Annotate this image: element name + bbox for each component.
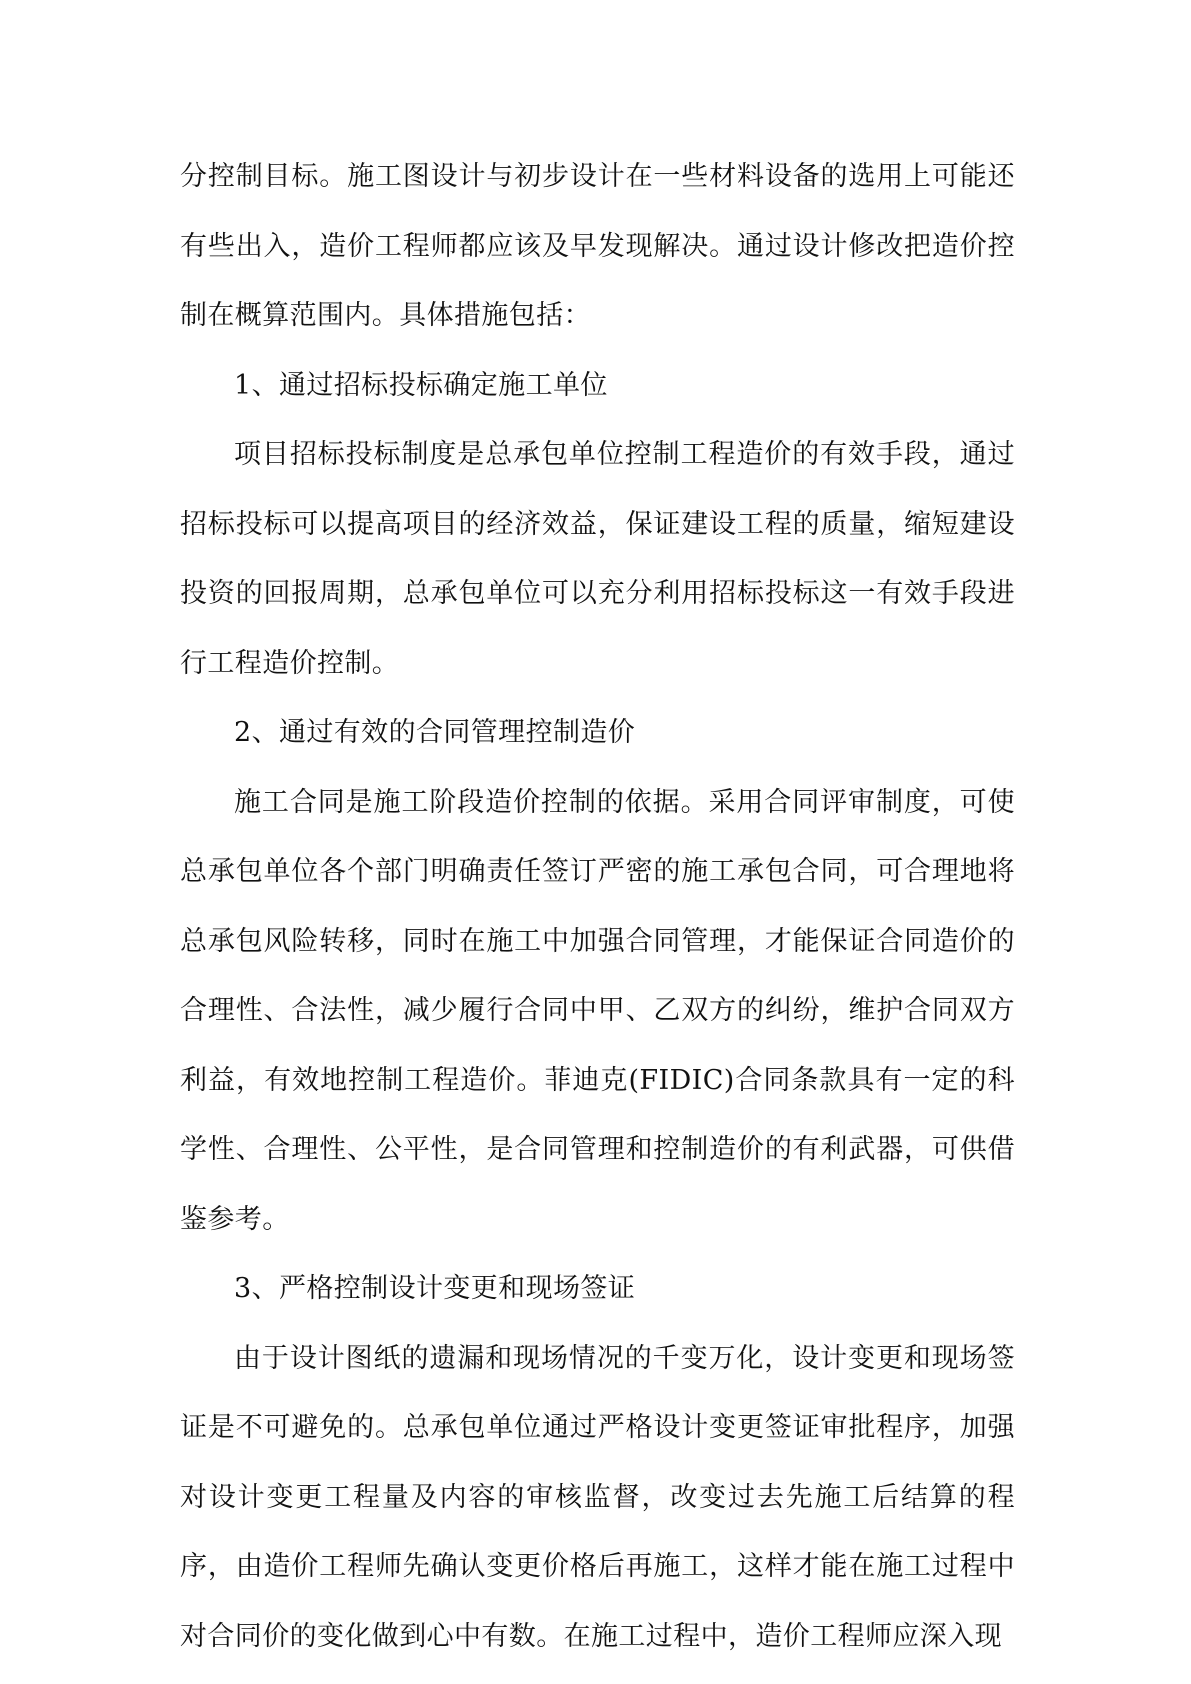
document-body	[180, 142, 1015, 1671]
section-heading-2: 2、通过有效的合同管理控制造价	[234, 717, 636, 748]
body-paragraph-3: 施工合同是施工阶段造价控制的依据。采用合同评审制度，可使总承包单位各个部门明确责任签订严密的施工承包合同，可合理地将总承包风险转移，同时在施工中加强合同管理，才能保证合同造价的合理性、合法性，减少履行合同中甲、乙双方的纠纷，维护合同双方利益，有效地控制工程造价。菲迪克(FIDIC)合同条款具有一定的科学性、合理性、公平性，是合同管理和控制造价的有利武器，可供借鉴参考。	[180, 786, 1015, 1235]
body-paragraph-4: 由于设计图纸的遗漏和现场情况的千变万化，设计变更和现场签证是不可避免的。总承包单位通过严格设计变更签证审批程序，加强对设计变更工程量及内容的审核监督，改变过去先施工后结算的程序，由造价工程师先确认变更价格后再施工，这样才能在施工过程中对合同价的变化做到心中有数。在施工过程中，造价工程师应深入现	[180, 1342, 1015, 1652]
body-paragraph-2: 项目招标投标制度是总承包单位控制工程造价的有效手段，通过招标投标可以提高项目的经济效益，保证建设工程的质量，缩短建设投资的回报周期，总承包单位可以充分利用招标投标这一有效手段进行工程造价控制。	[180, 439, 1015, 679]
section-heading-1: 1、通过招标投标确定施工单位	[234, 369, 608, 401]
section-heading-3: 3、严格控制设计变更和现场签证	[234, 1273, 636, 1304]
body-paragraph-1: 分控制目标。施工图设计与初步设计在一些材料设备的选用上可能还有些出入，造价工程师都应该及早发现解决。通过设计修改把造价控制在概算范围内。具体措施包括：	[180, 161, 1015, 331]
